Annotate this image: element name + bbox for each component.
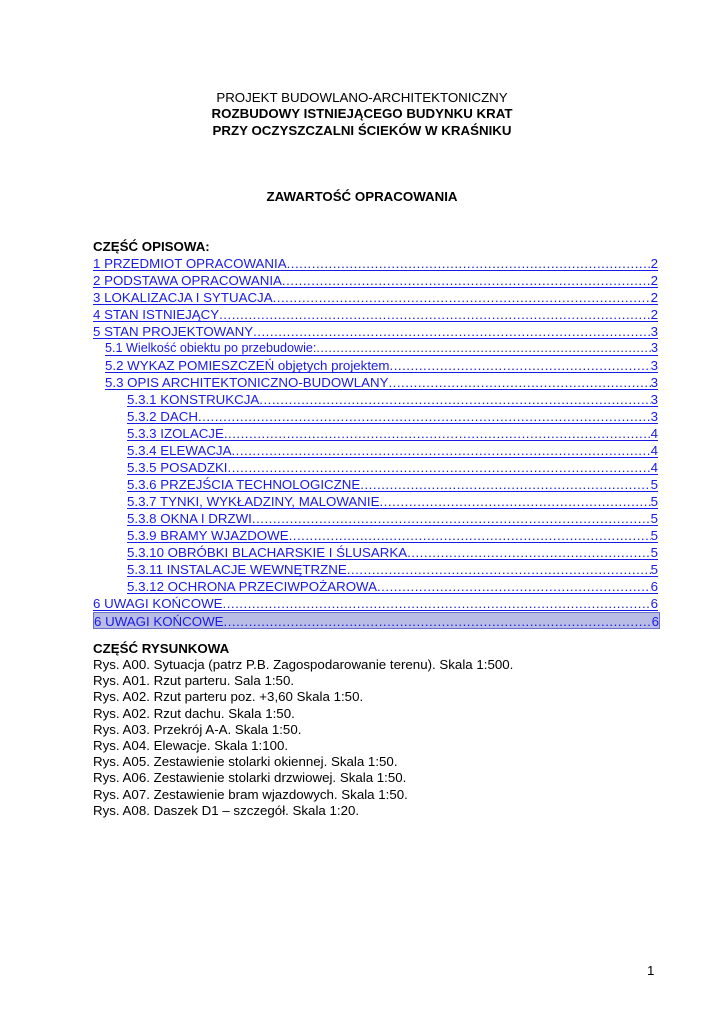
toc-entry-page: 2: [650, 290, 658, 305]
toc-entry-text: 1 PRZEDMIOT OPRACOWANIA: [93, 256, 287, 271]
toc-entry-page: 5: [650, 562, 658, 577]
list-item: Rys. A02. Rzut parteru poz. +3,60 Skala 1:50.: [93, 689, 364, 705]
toc-entry[interactable]: [105, 375, 658, 390]
toc-entry-page: 3: [650, 358, 658, 373]
toc-entry[interactable]: [127, 528, 658, 543]
toc-entry-page: 4: [650, 460, 658, 475]
toc-entry-page: 4: [650, 443, 658, 458]
list-item: Rys. A02. Rzut dachu. Skala 1:50.: [93, 705, 295, 721]
toc-leader-dots: [253, 325, 651, 338]
toc-entry-text: 4 STAN ISTNIEJĄCY: [93, 307, 220, 322]
list-item: Rys. A07. Zestawienie bram wjazdowych. Skala 1:50.: [93, 786, 408, 802]
toc-entry-selected[interactable]: [93, 612, 660, 629]
toc-entry[interactable]: [127, 409, 658, 424]
drawings-list: [93, 657, 513, 819]
header-line-3: PRZY OCZYSZCZALNI ŚCIEKÓW W KRAŚNIKU: [212, 123, 512, 138]
list-item: Rys. A03. Przekrój A-A. Skala 1:50.: [93, 721, 302, 737]
toc-entry-text: 5 STAN PROJEKTOWANY: [93, 324, 254, 339]
toc-entry-page: 3: [650, 392, 658, 407]
descriptive-part-title: CZĘŚĆ OPISOWA:: [93, 239, 210, 254]
toc-entry-page: 5: [650, 511, 658, 526]
toc-entry[interactable]: [127, 511, 658, 526]
header-line-1: PROJEKT BUDOWLANO-ARCHITEKTONICZNY: [216, 90, 508, 105]
toc-entry[interactable]: [127, 579, 658, 594]
toc-entry-page: 5: [650, 545, 658, 560]
toc-leader-dots: [379, 495, 650, 508]
toc-entry-page: 5: [650, 477, 658, 492]
toc-entry-page: 3: [650, 324, 658, 339]
toc-entry[interactable]: [93, 596, 658, 611]
list-item: Rys. A00. Sytuacja (patrz P.B. Zagospodarowanie terenu). Skala 1:500.: [93, 657, 514, 672]
toc-entry-text: 5.3.1 KONSTRUKCJA: [127, 392, 260, 407]
toc-leader-dots: [347, 563, 651, 576]
toc-entry-page: 4: [650, 426, 658, 441]
toc-leader-dots: [273, 291, 651, 304]
contents-title: ZAWARTOŚĆ OPRACOWANIA: [266, 189, 458, 204]
toc-entry[interactable]: [105, 341, 658, 356]
list-item: Rys. A05. Zestawienie stolarki okiennej. Skala 1:50.: [93, 754, 398, 770]
toc-entry[interactable]: [127, 426, 658, 441]
toc-entry[interactable]: [105, 358, 658, 373]
toc-entry[interactable]: [93, 324, 658, 339]
toc-entry-text: 5.3.11 INSTALACJE WEWNĘTRZNE: [127, 562, 347, 577]
toc-entry[interactable]: [93, 307, 658, 322]
toc-leader-dots: [223, 597, 651, 610]
toc-leader-dots: [289, 529, 651, 542]
header-line-2: ROZBUDOWY ISTNIEJĄCEGO BUDYNKU KRAT: [211, 106, 513, 121]
toc-entry-text: 5.3.2 DACH: [127, 409, 198, 424]
toc-leader-dots: [282, 274, 651, 287]
list-item: Rys. A04. Elewacje. Skala 1:100.: [93, 737, 289, 753]
toc-entry-text: 3 LOKALIZACJA I SYTUACJA: [93, 290, 273, 305]
toc-leader-dots: [259, 393, 650, 406]
list-item: Rys. A01. Rzut parteru. Sala 1:50.: [93, 673, 295, 689]
toc-entry-page: 6: [651, 614, 659, 629]
toc-entry-text: 5.3.4 ELEWACJA: [127, 443, 232, 458]
toc-entry-text: 6 UWAGI KOŃCOWE: [93, 596, 223, 611]
toc-entry-text: 5.3.3 IZOLACJE: [127, 426, 224, 441]
toc-entry-text: 5.3 OPIS ARCHITEKTONICZNO-BUDOWLANY: [105, 375, 389, 390]
toc-entry-text: 5.2 WYKAZ POMIESZCZEŃ objętych projektem: [105, 358, 390, 373]
toc-entry-page: 2: [650, 307, 658, 322]
toc-entry-page: 3: [650, 409, 658, 424]
toc-leader-dots: [390, 359, 651, 372]
toc-entry-page: 6: [650, 579, 658, 594]
toc-entry-page: 6: [650, 596, 658, 611]
toc-entry-text: 5.3.7 TYNKI, WYKŁADZINY, MALOWANIE: [127, 494, 380, 509]
toc-entry-page: 5: [650, 494, 658, 509]
toc-leader-dots: [228, 461, 651, 474]
list-item: Rys. A08. Daszek D1 – szczegół. Skala 1:20.: [93, 802, 360, 818]
toc-leader-dots: [360, 478, 650, 491]
toc-leader-dots: [377, 580, 651, 593]
toc-leader-dots: [224, 427, 651, 440]
toc-entry[interactable]: [127, 562, 658, 577]
toc-entry[interactable]: [93, 256, 658, 271]
toc-entry[interactable]: [127, 477, 658, 492]
toc-leader-dots: [407, 546, 651, 559]
toc-entry-text: 2 PODSTAWA OPRACOWANIA: [93, 273, 282, 288]
toc-entry[interactable]: [127, 392, 658, 407]
toc-leader-dots: [198, 410, 651, 423]
toc-entry-text: 5.3.10 OBRÓBKI BLACHARSKIE I ŚLUSARKA: [127, 545, 408, 560]
drawings-part-title: CZĘŚĆ RYSUNKOWA: [93, 641, 230, 656]
toc-entry-page: 3: [650, 375, 658, 390]
toc-entry[interactable]: [127, 494, 658, 509]
toc-entry-page: 5: [650, 528, 658, 543]
toc-entry-text: 5.3.6 PRZEJŚCIA TECHNOLOGICZNE: [127, 477, 361, 492]
toc-entry[interactable]: [127, 545, 658, 560]
toc-entry[interactable]: [93, 273, 658, 288]
toc-entry[interactable]: [127, 443, 658, 458]
toc-leader-dots: [252, 512, 651, 525]
toc-entry-text: 5.3.12 OCHRONA PRZECIWPOŻAROWA: [127, 579, 377, 594]
toc-entry[interactable]: [93, 290, 658, 305]
toc-entry-text: 5.1 Wielkość obiektu po przebudowie:: [105, 341, 317, 355]
toc-entry-page: 2: [650, 256, 658, 271]
toc-leader-dots: [231, 444, 650, 457]
list-item: Rys. A06. Zestawienie stolarki drzwiowej. Skala 1:50.: [93, 770, 407, 786]
page-number: 1: [647, 963, 655, 978]
toc-entry-page: 2: [650, 273, 658, 288]
toc-leader-dots: [388, 376, 650, 389]
toc-entry-text: 5.3.8 OKNA I DRZWI: [127, 511, 252, 526]
toc-leader-dots: [316, 342, 651, 355]
toc-leader-dots: [224, 615, 652, 628]
toc-leader-dots: [219, 308, 650, 321]
toc-entry-page: 3: [650, 341, 658, 355]
toc-entry-text: 5.3.9 BRAMY WJAZDOWE: [127, 528, 289, 543]
toc-entry-text: 6 UWAGI KOŃCOWE: [94, 614, 224, 629]
toc-entry-text: 5.3.5 POSADZKI: [127, 460, 228, 475]
toc-entry[interactable]: [127, 460, 658, 475]
toc-leader-dots: [287, 257, 651, 270]
